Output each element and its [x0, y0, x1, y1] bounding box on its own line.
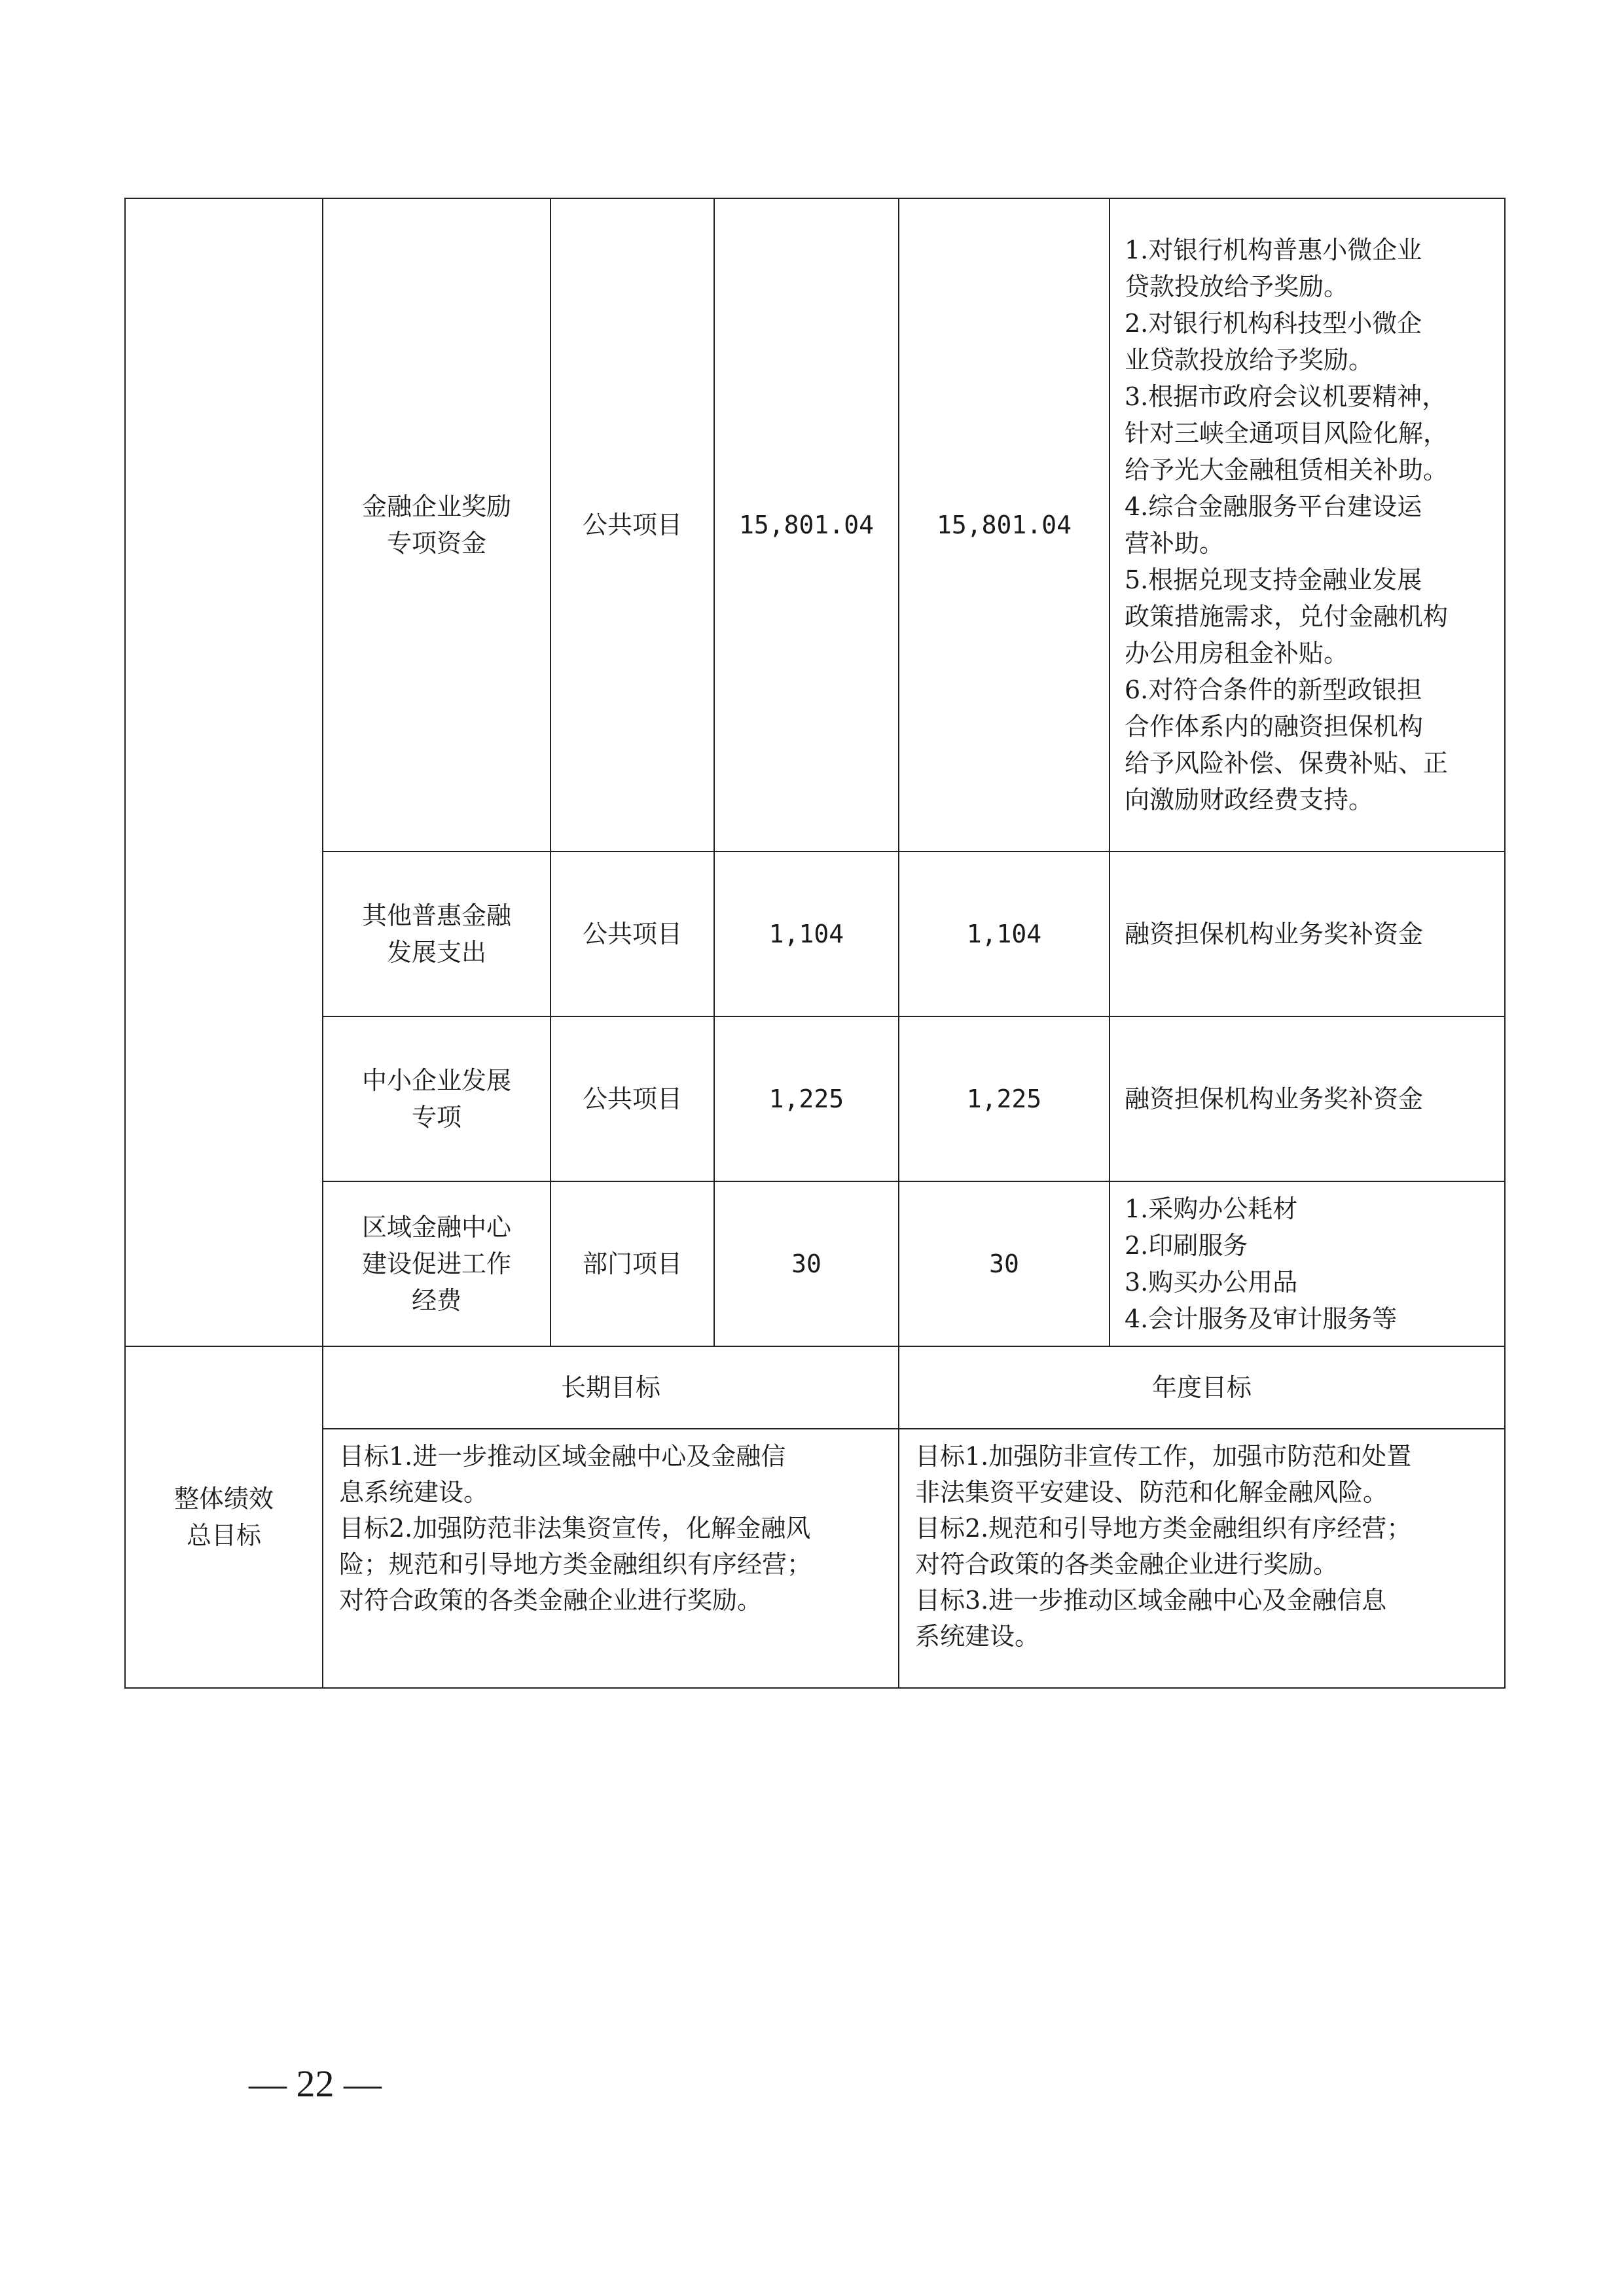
annual-goal-line: 对符合政策的各类金融企业进行奖励。 [915, 1550, 1339, 1579]
project-name-line: 专项 [411, 1103, 461, 1132]
amount-cell: 1,104 [714, 852, 899, 1016]
description-line: 政策措施需求，兑付金融机构 [1125, 602, 1449, 631]
annual-goal-line: 系统建设。 [915, 1622, 1040, 1651]
project-name-line: 其他普惠金融 [361, 901, 511, 930]
project-name-line: 发展支出 [386, 938, 486, 967]
description-line: 合作体系内的融资担保机构 [1125, 712, 1424, 741]
table-row [125, 1181, 1505, 1346]
project-type-cell: 公共项目 [550, 1016, 714, 1181]
annual-goal-line: 非法集资平安建设、防范和化解金融风险。 [915, 1478, 1388, 1507]
annual-goal-line: 目标1.加强防非宣传工作，加强市防范和处置 [915, 1442, 1412, 1471]
budget-table [124, 198, 1506, 1689]
amount-cell: 15,801.04 [714, 198, 899, 852]
description-line: 3.购买办公用品 [1125, 1268, 1298, 1297]
project-name-line: 建设促进工作 [361, 1249, 511, 1278]
amount-cell: 1,104 [899, 852, 1110, 1016]
description-line: 5.根据兑现支持金融业发展 [1125, 565, 1422, 594]
table-row [125, 1016, 1505, 1181]
description-line: 6.对符合条件的新型政银担 [1125, 675, 1422, 704]
long-term-goal-cell [323, 1429, 899, 1688]
project-name-line: 经费 [411, 1286, 461, 1315]
project-type-cell: 部门项目 [550, 1181, 714, 1346]
description-line: 融资担保机构业务奖补资金 [1125, 920, 1424, 948]
long-term-goal-line: 对符合政策的各类金融企业进行奖励。 [339, 1586, 763, 1615]
description-cell [1110, 198, 1505, 852]
description-line: 业贷款投放给予奖励。 [1125, 346, 1374, 374]
page-number: — 22 — [249, 2062, 382, 2105]
project-type-cell: 公共项目 [550, 852, 714, 1016]
amount-cell: 1,225 [714, 1016, 899, 1181]
description-line: 3.根据市政府会议机要精神， [1125, 382, 1447, 411]
description-line: 1.采购办公耗材 [1125, 1194, 1298, 1223]
table-row [125, 198, 1505, 852]
long-term-goal-line: 险；规范和引导地方类金融组织有序经营； [339, 1550, 812, 1579]
project-name-cell [323, 198, 550, 852]
project-name-cell [323, 1016, 550, 1181]
goals-content-row [125, 1429, 1505, 1688]
long-term-goal-line: 目标2.加强防范非法集资宣传，化解金融风 [339, 1514, 811, 1543]
description-cell [1110, 1181, 1505, 1346]
long-term-goal-line: 目标1.进一步推动区域金融中心及金融信 [339, 1442, 786, 1471]
description-line: 营补助。 [1125, 529, 1225, 558]
project-type-cell: 公共项目 [550, 198, 714, 852]
project-name-cell [323, 1181, 550, 1346]
description-line: 给予风险补偿、保费补贴、正 [1125, 749, 1449, 778]
continued-category-cell [125, 198, 323, 1346]
description-line: 给予光大金融租赁相关补助。 [1125, 456, 1449, 484]
table-row [125, 852, 1505, 1016]
goals-header-row [125, 1346, 1505, 1429]
overall-goal-label-line: 总目标 [186, 1521, 261, 1550]
overall-goal-label-cell [125, 1346, 323, 1688]
project-name-line: 金融企业奖励 [361, 492, 511, 521]
description-line: 办公用房租金补贴。 [1125, 639, 1349, 668]
project-name-cell [323, 852, 550, 1016]
overall-goal-label-line: 整体绩效 [173, 1484, 274, 1513]
description-line: 2.对银行机构科技型小微企 [1125, 309, 1422, 338]
amount-cell: 15,801.04 [899, 198, 1110, 852]
long-term-goal-header: 长期目标 [323, 1346, 899, 1429]
project-name-line: 中小企业发展 [361, 1066, 511, 1095]
project-name-line: 区域金融中心 [361, 1213, 511, 1242]
description-line: 针对三峡全通项目风险化解， [1125, 419, 1449, 448]
description-line: 融资担保机构业务奖补资金 [1125, 1085, 1424, 1113]
annual-goal-header: 年度目标 [899, 1346, 1505, 1429]
description-line: 4.综合金融服务平台建设运 [1125, 492, 1422, 521]
annual-goal-line: 目标2.规范和引导地方类金融组织有序经营； [915, 1514, 1412, 1543]
description-line: 贷款投放给予奖励。 [1125, 272, 1349, 301]
description-cell [1110, 1016, 1505, 1181]
amount-cell: 30 [899, 1181, 1110, 1346]
description-line: 2.印刷服务 [1125, 1231, 1248, 1260]
description-line: 向激励财政经费支持。 [1125, 785, 1374, 814]
long-term-goal-line: 息系统建设。 [339, 1478, 489, 1507]
annual-goal-line: 目标3.进一步推动区域金融中心及金融信息 [915, 1586, 1387, 1615]
amount-cell: 1,225 [899, 1016, 1110, 1181]
description-line: 4.会计服务及审计服务等 [1125, 1304, 1398, 1333]
project-name-line: 专项资金 [386, 529, 486, 558]
description-cell [1110, 852, 1505, 1016]
description-line: 1.对银行机构普惠小微企业 [1125, 236, 1422, 264]
annual-goal-cell [899, 1429, 1505, 1688]
amount-cell: 30 [714, 1181, 899, 1346]
